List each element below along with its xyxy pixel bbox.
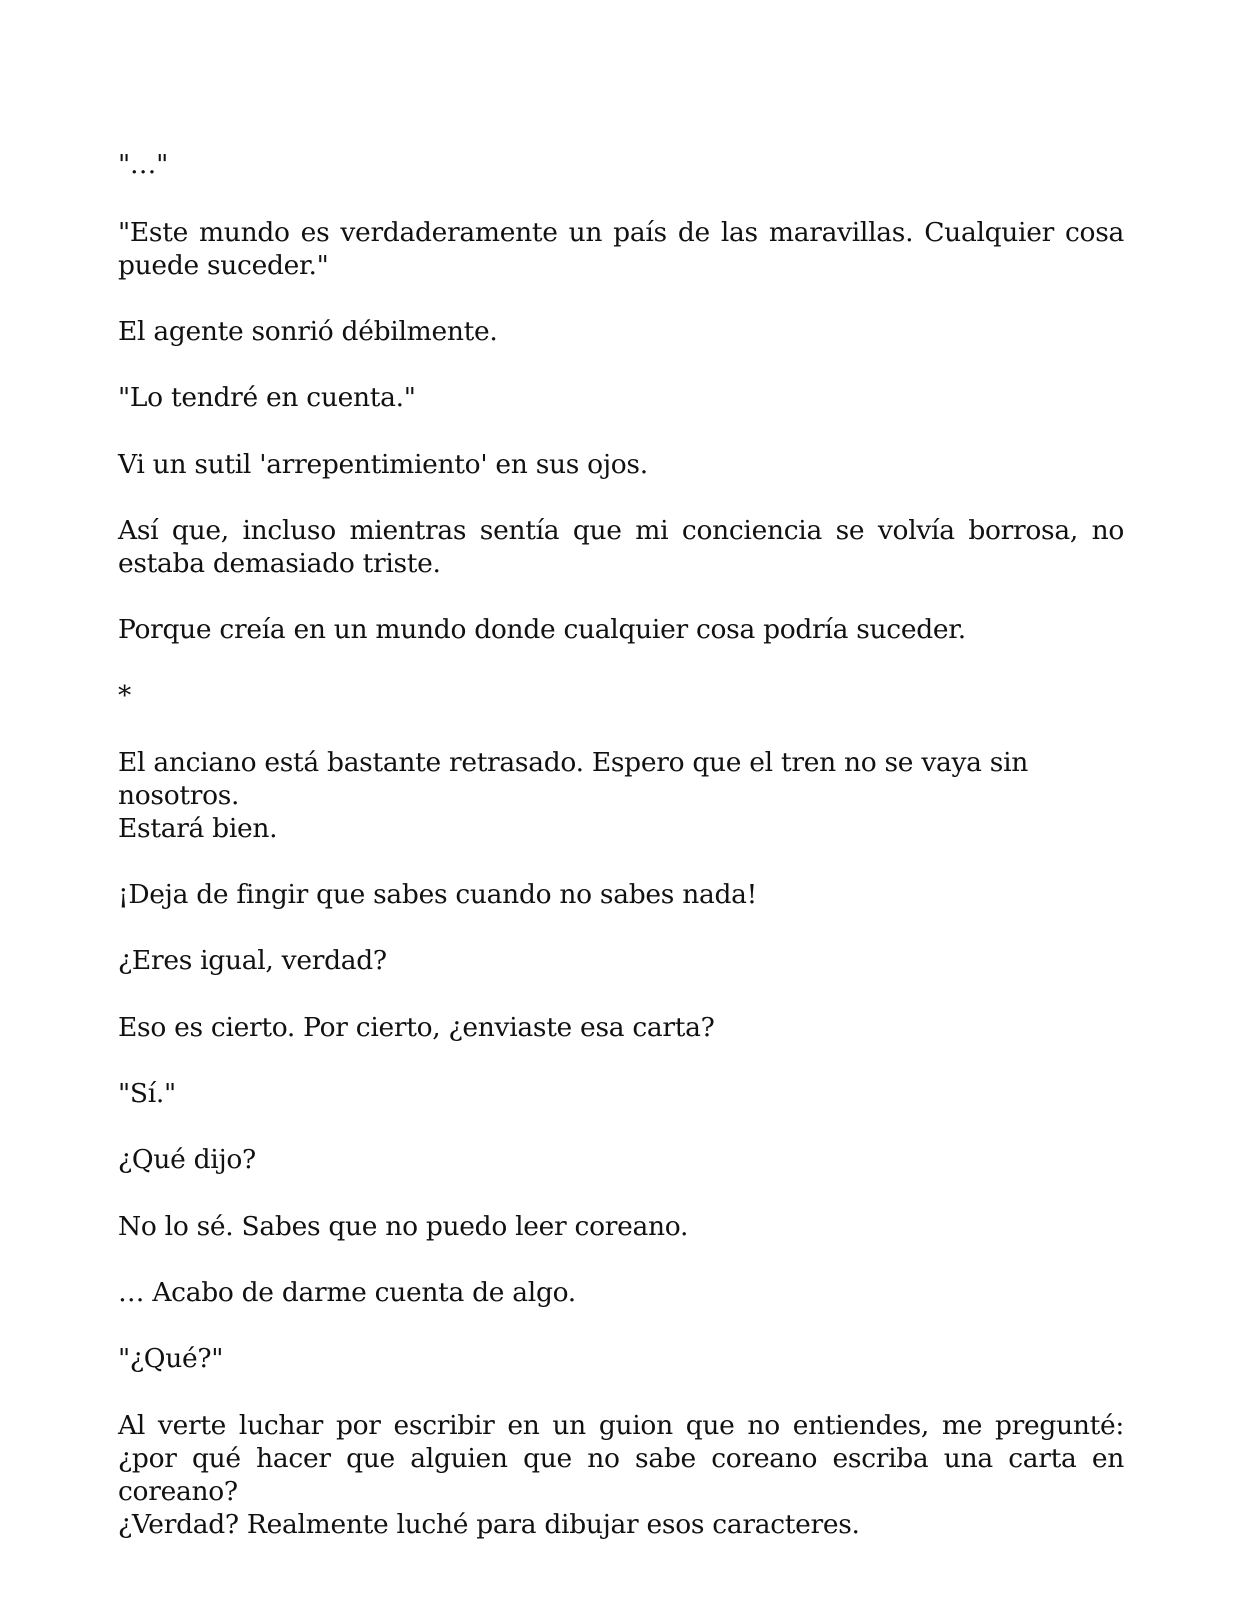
paragraph-what-did-it-say: ¿Qué dijo? (118, 1144, 256, 1175)
paragraph-not-sad: Así que, incluso mientras sentía que mi conciencia se volvía borrosa, no estaba demasiado triste. (118, 515, 1124, 579)
paragraph-keep-in-mind: "Lo tendré en cuenta." (118, 382, 416, 413)
paragraph-agent-smiled: El agente sonrió débilmente. (118, 316, 498, 347)
paragraph-believed: Porque creía en un mundo donde cualquier cosa podría suceder. (118, 614, 966, 645)
paragraph-wonderland: "Este mundo es verdaderamente un país de las maravillas. Cualquier cosa puede suceder." (118, 217, 1124, 281)
paragraph-yes: "Sí." (118, 1078, 176, 1109)
paragraph-same-right: ¿Eres igual, verdad? (118, 945, 387, 976)
paragraph-realized: … Acabo de darme cuenta de algo. (118, 1277, 576, 1308)
paragraph-sent-letter: Eso es cierto. Por cierto, ¿enviaste esa carta? (118, 1012, 715, 1043)
paragraph-what: "¿Qué?" (118, 1343, 224, 1374)
paragraph-struggled-characters: ¿Verdad? Realmente luché para dibujar esos caracteres. (118, 1509, 860, 1540)
paragraph-cant-read-korean: No lo sé. Sabes que no puedo leer coreano. (118, 1211, 689, 1242)
paragraph-why-korean-letter: Al verte luchar por escribir en un guion que no entiendes, me pregunté: ¿por qué hacer que alguien que no sabe coreano escriba una carta en coreano? (118, 1410, 1124, 1507)
scene-break-asterisk: * (118, 680, 131, 711)
paragraph-stop-pretending: ¡Deja de fingir que sabes cuando no sabes nada! (118, 879, 757, 910)
paragraph-regret: Vi un sutil 'arrepentimiento' en sus ojos. (118, 449, 648, 480)
paragraph-old-man-late: El anciano está bastante retrasado. Espero que el tren no se vaya sin nosotros. (118, 747, 1029, 811)
paragraph-ellipsis-quote: "…" (118, 149, 168, 180)
paragraph-it-will-be-fine: Estará bien. (118, 813, 278, 844)
